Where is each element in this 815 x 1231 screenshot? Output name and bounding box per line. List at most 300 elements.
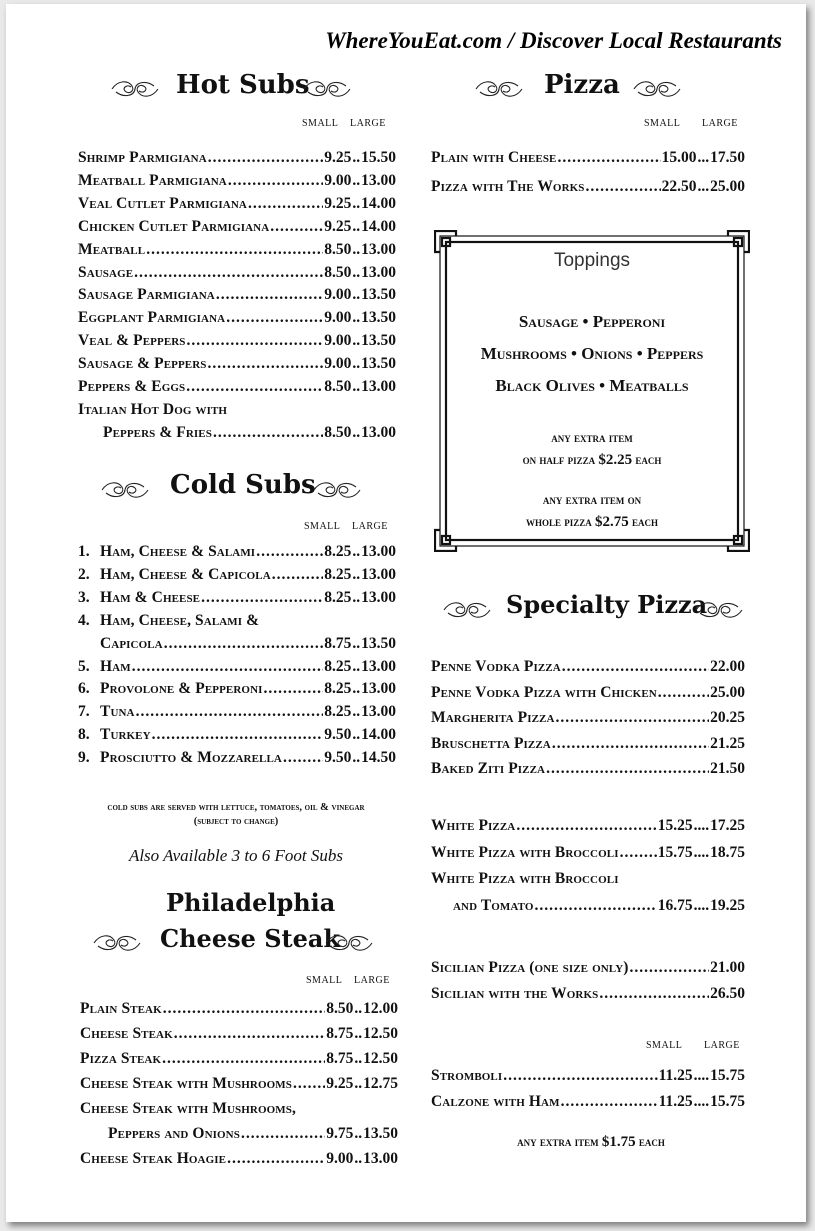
white-pizza-row-line1 [431,870,745,892]
price-separator: ... [697,178,710,195]
leader-dots [557,149,660,167]
price-separator: .. [352,565,361,583]
leader-dots [174,1025,326,1043]
half-extra-label: on half pizza [522,452,596,467]
large-price: 13.50 [363,1125,398,1142]
item-name: Chicken Cutlet Parmigiana [78,217,270,235]
item-name: Capicola [100,634,163,652]
price-separator: .. [352,355,361,373]
small-price: 22.50 [661,178,697,195]
leader-dots [162,1050,325,1068]
large-price: 13.00 [361,657,396,675]
philly-row [80,1150,398,1172]
large-price: 13.50 [361,309,396,327]
small-price: 8.50 [326,1000,354,1017]
small-label: SMALL [306,975,343,986]
item-name: Plain with Cheese [431,149,557,166]
item-number: 8. [78,726,90,744]
leader-dots [136,703,324,721]
leader-dots [186,378,323,396]
cold-subs-note-line2: (subject to change) [193,816,279,827]
left-flourish-icon [100,479,150,501]
whole-extra-price: $2.75 [595,514,629,530]
small-price: 21.25 [710,734,745,752]
white-pizza-row [431,844,745,866]
leader-dots [516,817,656,835]
item-number: 3. [78,588,90,606]
large-label: LARGE [350,118,386,129]
item-name: Bruschetta Pizza [431,734,551,752]
large-price: 13.00 [361,240,396,258]
leader-dots [599,985,709,1003]
specialty-row [431,735,745,757]
item-name: Veal & Peppers [78,332,186,350]
price-separator: .. [352,749,361,767]
price-separator: .. [352,332,361,350]
price-separator: .. [354,1025,363,1042]
leader-dots [658,684,709,702]
price-separator: ... [697,149,710,166]
whole-extra-each: each [632,514,659,529]
stromboli-row [431,1093,745,1115]
leader-dots [132,658,324,676]
leader-dots [227,1150,325,1168]
leader-dots [146,241,323,259]
hot-sub-row [78,241,396,263]
item-name: Meatball Parmigiana [78,171,227,189]
item-name: Peppers and Onions [108,1125,240,1142]
hot-sub-row [78,378,396,400]
pizza-row [431,178,745,200]
small-label: SMALL [646,1040,683,1051]
large-price: 13.50 [361,355,396,373]
specialty-row [431,709,745,731]
item-name: White Pizza with Broccoli [431,843,619,861]
leader-dots [272,566,323,584]
hot-sub-row [78,195,396,217]
small-price: 9.00 [324,332,352,350]
small-price: 9.25 [324,149,352,166]
left-flourish-icon [442,599,492,621]
large-label: LARGE [354,975,390,986]
leader-dots [264,680,324,698]
hot-sub-row-line1 [78,401,396,423]
price-separator: .... [693,843,710,861]
item-name: Peppers & Fries [103,423,212,441]
cold-subs-title: Cold Subs [170,470,316,500]
price-separator: .. [352,634,361,652]
small-price: 8.50 [324,423,352,441]
large-price: 13.00 [361,171,396,189]
hot-sub-row [78,149,396,171]
small-price: 15.75 [657,843,693,861]
cold-sub-row [78,658,396,680]
philly-row-line1 [80,1100,398,1122]
small-price: 8.25 [324,565,352,583]
large-price: 13.00 [361,588,396,606]
white-pizza-row [431,817,745,839]
hot-sub-row [78,355,396,377]
leader-dots [586,178,661,196]
item-name: Cheese Steak with Mushrooms [80,1075,292,1092]
small-price: 8.50 [324,240,352,258]
price-separator: .. [352,703,361,721]
small-price: 11.25 [658,1067,693,1084]
whole-extra-line1: any extra item on [542,492,642,507]
leader-dots [293,1075,325,1093]
large-price: 12.75 [363,1075,398,1092]
leader-dots [620,844,657,862]
price-separator: .. [352,309,361,327]
price-separator: .... [693,817,710,834]
small-price: 21.50 [710,760,745,777]
item-name: Penne Vodka Pizza [431,658,561,675]
small-price: 9.00 [324,355,352,373]
leader-dots [228,172,323,190]
item-number: 5. [78,657,90,675]
small-label: SMALL [304,521,341,532]
extra-item-price: $1.75 [601,1134,636,1150]
leader-dots [208,149,323,167]
price-separator: .. [352,378,361,395]
leader-dots [241,1125,325,1143]
price-separator: .... [693,1093,710,1110]
small-price: 8.50 [324,263,352,281]
hot-sub-row [78,309,396,331]
item-name: Plain Steak [80,1000,162,1017]
large-price: 13.00 [361,565,396,583]
philly-title-line1: Philadelphia [166,888,336,917]
item-name: Ham, Cheese, Salami & [100,611,260,629]
item-name: Ham & Cheese [100,588,201,606]
toppings-title: Toppings [553,250,631,271]
item-name: Eggplant Parmigiana [78,309,226,327]
price-separator: .. [352,263,361,281]
small-price: 8.25 [324,703,352,721]
item-name: Cheese Steak [80,1025,173,1042]
large-price: 17.50 [710,149,745,166]
whole-extra-label: whole pizza [525,514,592,529]
small-price: 9.00 [324,309,352,327]
small-price: 9.25 [324,194,352,212]
leader-dots [256,543,323,561]
hot-subs-title: Hot Subs [176,70,310,100]
large-price: 13.00 [361,263,396,281]
specialty-row [431,684,745,706]
large-price: 17.25 [710,817,745,834]
specialty-row [431,658,745,680]
large-price: 13.00 [363,1150,398,1167]
small-label: SMALL [644,118,681,129]
leader-dots [207,355,323,373]
leader-dots [226,309,323,327]
cold-sub-row [78,749,396,771]
cold-sub-row-line1 [78,612,396,634]
small-price: 9.75 [326,1125,354,1142]
hot-sub-row [78,218,396,240]
item-name: Sausage [78,263,134,281]
leader-dots [283,749,323,767]
left-flourish-icon [110,78,160,100]
hot-sub-row [78,264,396,286]
item-name: Stromboli [431,1067,503,1084]
small-price: 8.25 [324,588,352,606]
item-name: Provolone & Pepperoni [100,680,263,698]
small-price: 9.00 [324,286,352,304]
half-extra-line1: any extra item [551,430,633,445]
large-price: 13.00 [361,680,396,698]
cold-sub-row [78,680,396,702]
cold-subs-note-line1: cold subs are served with lettuce, tomatoes, oil & vinegar [107,802,365,813]
leader-dots [630,959,710,977]
item-number: 9. [78,749,90,767]
item-number: 7. [78,703,90,721]
right-flourish-icon [312,479,362,501]
half-extra-each: each [635,452,662,467]
pizza-title: Pizza [544,70,620,100]
philly-row-line2 [80,1125,398,1147]
price-separator: .. [352,726,361,744]
cold-sub-row [78,703,396,725]
item-name: Sausage & Peppers [78,355,207,373]
small-price: 11.25 [658,1093,693,1110]
leader-dots [216,286,323,304]
price-separator: .. [354,1075,363,1092]
philly-row [80,1000,398,1022]
large-price: 13.00 [361,703,396,721]
cold-sub-row-line2 [78,635,396,657]
price-separator: .. [352,286,361,304]
price-separator: .. [354,1150,363,1167]
foot-subs-note: Also Available 3 to 6 Foot Subs [128,846,344,865]
item-name: Cheese Steak Hoagie [80,1150,227,1167]
large-price: 14.00 [361,217,396,235]
price-separator: .. [354,1050,363,1067]
item-name: White Pizza [431,817,516,834]
hot-sub-row-line2 [78,424,396,446]
menu-page [6,4,806,1222]
item-name: Pizza Steak [80,1050,162,1067]
toppings-line1: Sausage • Pepperoni [518,312,666,331]
pizza-row [431,149,745,171]
small-label: SMALL [302,118,339,129]
small-price: 21.00 [710,959,745,976]
philly-row [80,1050,398,1072]
right-flourish-icon [302,78,352,100]
extra-item-each: each [638,1134,665,1149]
price-separator: .. [352,588,361,606]
large-label: LARGE [702,118,738,129]
large-price: 12.50 [363,1050,398,1067]
small-price: 9.25 [324,217,352,235]
item-number: 1. [78,543,90,560]
price-separator: .... [693,1067,710,1084]
price-separator: .. [352,680,361,698]
small-price: 22.00 [710,658,745,675]
leader-dots [535,897,657,915]
small-price: 8.25 [324,543,352,560]
small-price: 16.75 [657,896,693,914]
large-label: LARGE [704,1040,740,1051]
item-name: Sicilian with the Works [431,984,599,1002]
small-price: 8.25 [324,657,352,675]
large-price: 13.50 [361,332,396,350]
leader-dots [134,264,323,282]
large-price: 13.00 [361,423,396,441]
item-name: Veal Cutlet Parmigiana [78,194,247,212]
item-name: Meatball [78,240,146,258]
small-price: 15.25 [657,817,693,834]
left-flourish-icon [92,932,142,954]
leader-dots [270,218,323,236]
specialty-row [431,760,745,782]
leader-dots [503,1067,657,1085]
sicilian-row [431,985,745,1007]
cold-sub-row [78,543,396,565]
large-price: 14.50 [361,749,396,767]
right-flourish-icon [694,599,744,621]
large-price: 13.50 [361,634,396,652]
small-price: 8.75 [326,1025,354,1042]
cold-subs-note [66,801,406,829]
toppings-line3: Black Olives • Meatballs [495,376,689,395]
price-separator: .... [693,896,710,914]
half-extra-line2 [434,452,750,469]
hot-sub-row [78,172,396,194]
large-price: 15.50 [361,149,396,166]
item-name: Ham [100,657,131,675]
site-title: WhereYouEat.com / Discover Local Restaurants [325,28,782,53]
toppings-line2: Mushrooms • Onions • Peppers [480,344,704,363]
sicilian-row [431,959,745,981]
toppings-box [434,230,750,552]
item-name: Calzone with Ham [431,1093,560,1110]
left-flourish-icon [474,78,524,100]
small-price: 9.00 [326,1150,354,1167]
small-price: 8.75 [324,634,352,652]
item-name: Ham, Cheese & Salami [100,543,256,560]
item-name: Margherita Pizza [431,709,555,726]
right-flourish-icon [324,932,374,954]
item-name: Ham, Cheese & Capicola [100,565,271,583]
cold-sub-row [78,566,396,588]
small-price: 9.50 [324,749,352,767]
extra-item-label: any extra item [517,1134,599,1149]
item-name: Pizza with The Works [431,178,585,195]
leader-dots [164,635,324,653]
large-price: 13.00 [361,378,396,395]
calzone-extra-note [426,1134,756,1151]
specialty-title: Specialty Pizza [506,590,708,619]
large-price: 13.50 [361,286,396,304]
leader-dots [546,760,709,778]
leader-dots [213,424,323,442]
item-name: Sicilian Pizza (one size only) [431,959,629,976]
large-price: 18.75 [710,843,745,861]
large-label: LARGE [352,521,388,532]
price-separator: .. [352,240,361,258]
half-extra-price: $2.25 [598,452,633,468]
large-price: 12.50 [363,1025,398,1042]
price-separator: .. [352,217,361,235]
large-price: 15.75 [710,1093,745,1110]
whole-extra-line2 [434,514,750,531]
cold-sub-row [78,726,396,748]
leader-dots [561,1093,658,1111]
small-price: 9.50 [324,726,352,744]
leader-dots [152,726,324,744]
leader-dots [187,332,324,350]
item-name: Turkey [100,726,151,744]
hot-sub-row [78,286,396,308]
large-price: 13.00 [361,543,396,560]
philly-row [80,1075,398,1097]
small-price: 8.50 [324,378,352,395]
small-price: 8.75 [326,1050,354,1067]
price-separator: .. [352,194,361,212]
stromboli-row [431,1067,745,1089]
small-price: 15.00 [661,149,697,166]
large-price: 14.00 [361,726,396,744]
small-price: 25.00 [710,683,745,701]
item-name: Penne Vodka Pizza with Chicken [431,683,657,701]
small-price: 20.25 [710,709,745,726]
philly-title-line2: Cheese Steak [160,924,341,953]
item-name: Prosciutto & Mozzarella [100,749,282,767]
small-price: 8.25 [324,680,352,698]
large-price: 15.75 [710,1067,745,1084]
leader-dots [556,709,710,727]
price-separator: .. [352,171,361,189]
large-price: 12.00 [363,1000,398,1017]
large-price: 14.00 [361,194,396,212]
right-flourish-icon [632,78,682,100]
item-name: Baked Ziti Pizza [431,760,546,777]
item-number: 2. [78,565,90,583]
price-separator: .. [354,1125,363,1142]
large-price: 25.00 [710,178,745,195]
item-number: 4. [78,611,90,629]
small-price: 9.25 [326,1075,354,1092]
item-name: Shrimp Parmigiana [78,149,207,166]
cold-sub-row [78,589,396,611]
item-name: Sausage Parmigiana [78,286,215,304]
item-number: 6. [78,680,90,698]
price-separator: .. [352,657,361,675]
price-separator: .. [354,1000,363,1017]
small-price: 26.50 [710,984,745,1002]
leader-dots [163,1000,326,1018]
leader-dots [201,589,323,607]
item-name: Peppers & Eggs [78,378,186,395]
small-price: 9.00 [324,171,352,189]
item-name: and Tomato [453,896,534,914]
leader-dots [562,658,709,676]
item-name: White Pizza with Broccoli [431,870,619,887]
price-separator: .. [352,149,361,166]
item-name: Cheese Steak with Mushrooms, [80,1100,296,1117]
philly-row [80,1025,398,1047]
item-name: Tuna [100,703,135,721]
leader-dots [552,735,709,753]
price-separator: .. [352,423,361,441]
item-name: Italian Hot Dog with [78,400,228,418]
leader-dots [248,195,323,213]
large-price: 19.25 [710,896,745,914]
hot-sub-row [78,332,396,354]
price-separator: .. [352,543,361,560]
white-pizza-row-line2 [431,897,745,919]
